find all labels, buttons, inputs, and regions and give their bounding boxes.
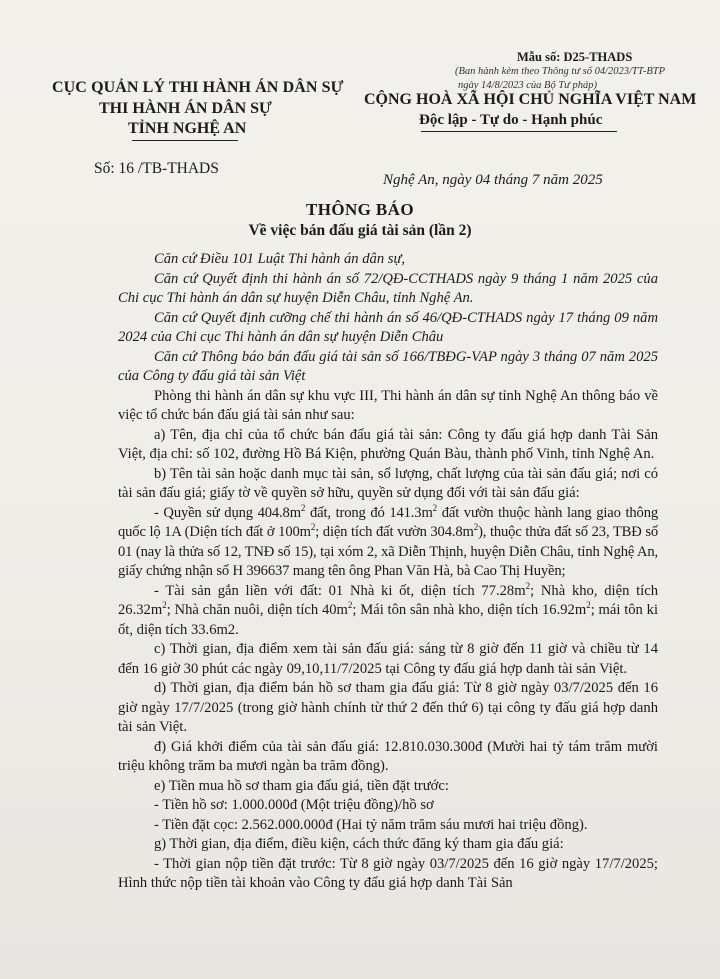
item-b-land: - Quyền sử dụng $404.8m^2$ đất, trong đó $141.3m^2$ đất vườn thuộc hành lang giao thông quốc lộ 1A (Diện tích đất ở $100m^2$; diện tích đất vườn $304.8m^2$), thuộc thửa đất số 23, TBĐ số 01 (nay là thửa số 12, TNĐ số 15), tại xóm 2, xã Diễn Thịnh, huyện Diễn Châu, tỉnh Nghệ An, giấy chứng nhận số H 396637 mang tên ông Phan Văn Hà, bà Cao Thị Huyền; (118, 502, 658, 579)
form-note-line2: ngày 14/8/2023 của Bộ Tư pháp) (458, 80, 598, 91)
item-b: b) Tên tài sản hoặc danh mục tài sản, số lượng, chất lượng của tài sản đấu giá; nơi có tài sản đấu giá; giấy tờ về quyền sở hữu, quyền sử dụng đối với tài sản đấu giá: (118, 465, 658, 501)
basis-4: Căn cứ Thông báo bán đấu giá tài sản số 166/TBĐG-VAP ngày 3 tháng 07 năm 2025 của Công ty đấu giá tài sản Việt (118, 348, 658, 384)
document-title: THÔNG BÁO (306, 200, 414, 219)
form-code: Mẫu số: D25-THADS (517, 50, 633, 64)
basis-3: Căn cứ Quyết định cưỡng chế thi hành án số 46/QĐ-CTHADS ngày 17 tháng 09 năm 2024 của Chi cục Thi hành án dân sự huyện Diễn Châu (118, 309, 658, 345)
item-b-attached-assets: - Tài sản gắn liền với đất: 01 Nhà ki ốt, diện tích $77.28m^2$; Nhà kho, diện tích $26.32m^2$; Nhà chăn nuôi, diện tích $40m^2$; Mái tôn sân nhà kho, diện tích $16.92m^2$; mái tôn ki ốt, diện tích 33.6m2. (118, 580, 659, 638)
item-dd: đ) Giá khởi điểm của tài sản đấu giá: 12.810.030.300đ (Mười hai tỷ tám trăm mười triệu không trăm ba mươi ngàn ba trăm đồng). (118, 738, 658, 774)
basis-1: Căn cứ Điều 101 Luật Thi hành án dân sự, (154, 251, 406, 267)
motto-underline (421, 131, 617, 132)
basis-2: Căn cứ Quyết định thi hành án số 72/QĐ-CCTHADS ngày 9 tháng 1 năm 2025 của Chi cục Thi hành án dân sự huyện Diễn Châu, tỉnh Nghệ An. (118, 270, 658, 306)
item-e-deposit: - Tiền đặt cọc: 2.562.000.000đ (Hai tỷ năm trăm sáu mươi hai triệu đồng). (154, 816, 588, 833)
item-e-fee: - Tiền hồ sơ: 1.000.000đ (Một triệu đồng)/hồ sơ (154, 797, 434, 813)
item-g: g) Thời gian, địa điểm, điều kiện, cách thức đăng ký tham gia đấu giá: (154, 836, 564, 852)
agency-line2: THI HÀNH ÁN DÂN SỰ (99, 100, 272, 117)
item-c: c) Thời gian, địa điểm xem tài sản đấu giá: sáng từ 8 giờ đến 11 giờ và chiều từ 14 đến 16 giờ 30 phút các ngày 09,10,11/7/2025 tại Công ty đấu giá hợp danh tài sản Việt. (118, 641, 658, 677)
item-a: a) Tên, địa chỉ của tổ chức bán đấu giá tài sản: Công ty đấu giá hợp danh Tài Sản Việt, địa chỉ: số 102, đường Hồ Bá Kiện, phường Quán Bàu, thành phố Vinh, tỉnh Nghệ An. (118, 426, 658, 462)
document-subtitle: Về việc bán đấu giá tài sản (lần 2) (248, 222, 472, 239)
item-d: d) Thời gian, địa điểm bán hồ sơ tham gia đấu giá: Từ 8 giờ ngày 03/7/2025 đến 16 giờ ngày 17/7/2025 (trong giờ hành chính từ thứ 2 đến thứ 6) tại công ty đấu giá hợp danh tài sản Việt. (118, 680, 658, 735)
agency-line3: TỈNH NGHỆ AN (128, 120, 247, 137)
place-date: Nghệ An, ngày 04 tháng 7 năm 2025 (383, 172, 603, 188)
agency-underline (132, 140, 238, 141)
agency-line1: CỤC QUẢN LÝ THI HÀNH ÁN DÂN SỰ (52, 79, 344, 96)
intro-paragraph: Phòng thi hành án dân sự khu vực III, Thi hành án dân sự tỉnh Nghệ An thông báo về việc tổ chức bán đấu giá tài sản như sau: (118, 387, 658, 423)
nation-motto: Độc lập - Tự do - Hạnh phúc (419, 112, 603, 128)
item-g-deposit-time: - Thời gian nộp tiền đặt trước: Từ 8 giờ ngày 03/7/2025 đến 16 giờ ngày 17/7/2025; Hình thức nộp tiền tài khoản vào Công ty đấu giá hợp danh Tài Sản (118, 855, 658, 891)
form-note-line1: (Ban hành kèm theo Thông tư số 04/2023/TT-BTP (455, 66, 665, 77)
nation-title: CỘNG HOÀ XÃ HỘI CHỦ NGHĨA VIỆT NAM (364, 91, 697, 108)
document-body (118, 250, 658, 894)
document-number: Số: 16 /TB-THADS (94, 160, 219, 177)
item-e: e) Tiền mua hồ sơ tham gia đấu giá, tiền đặt trước: (154, 777, 449, 794)
